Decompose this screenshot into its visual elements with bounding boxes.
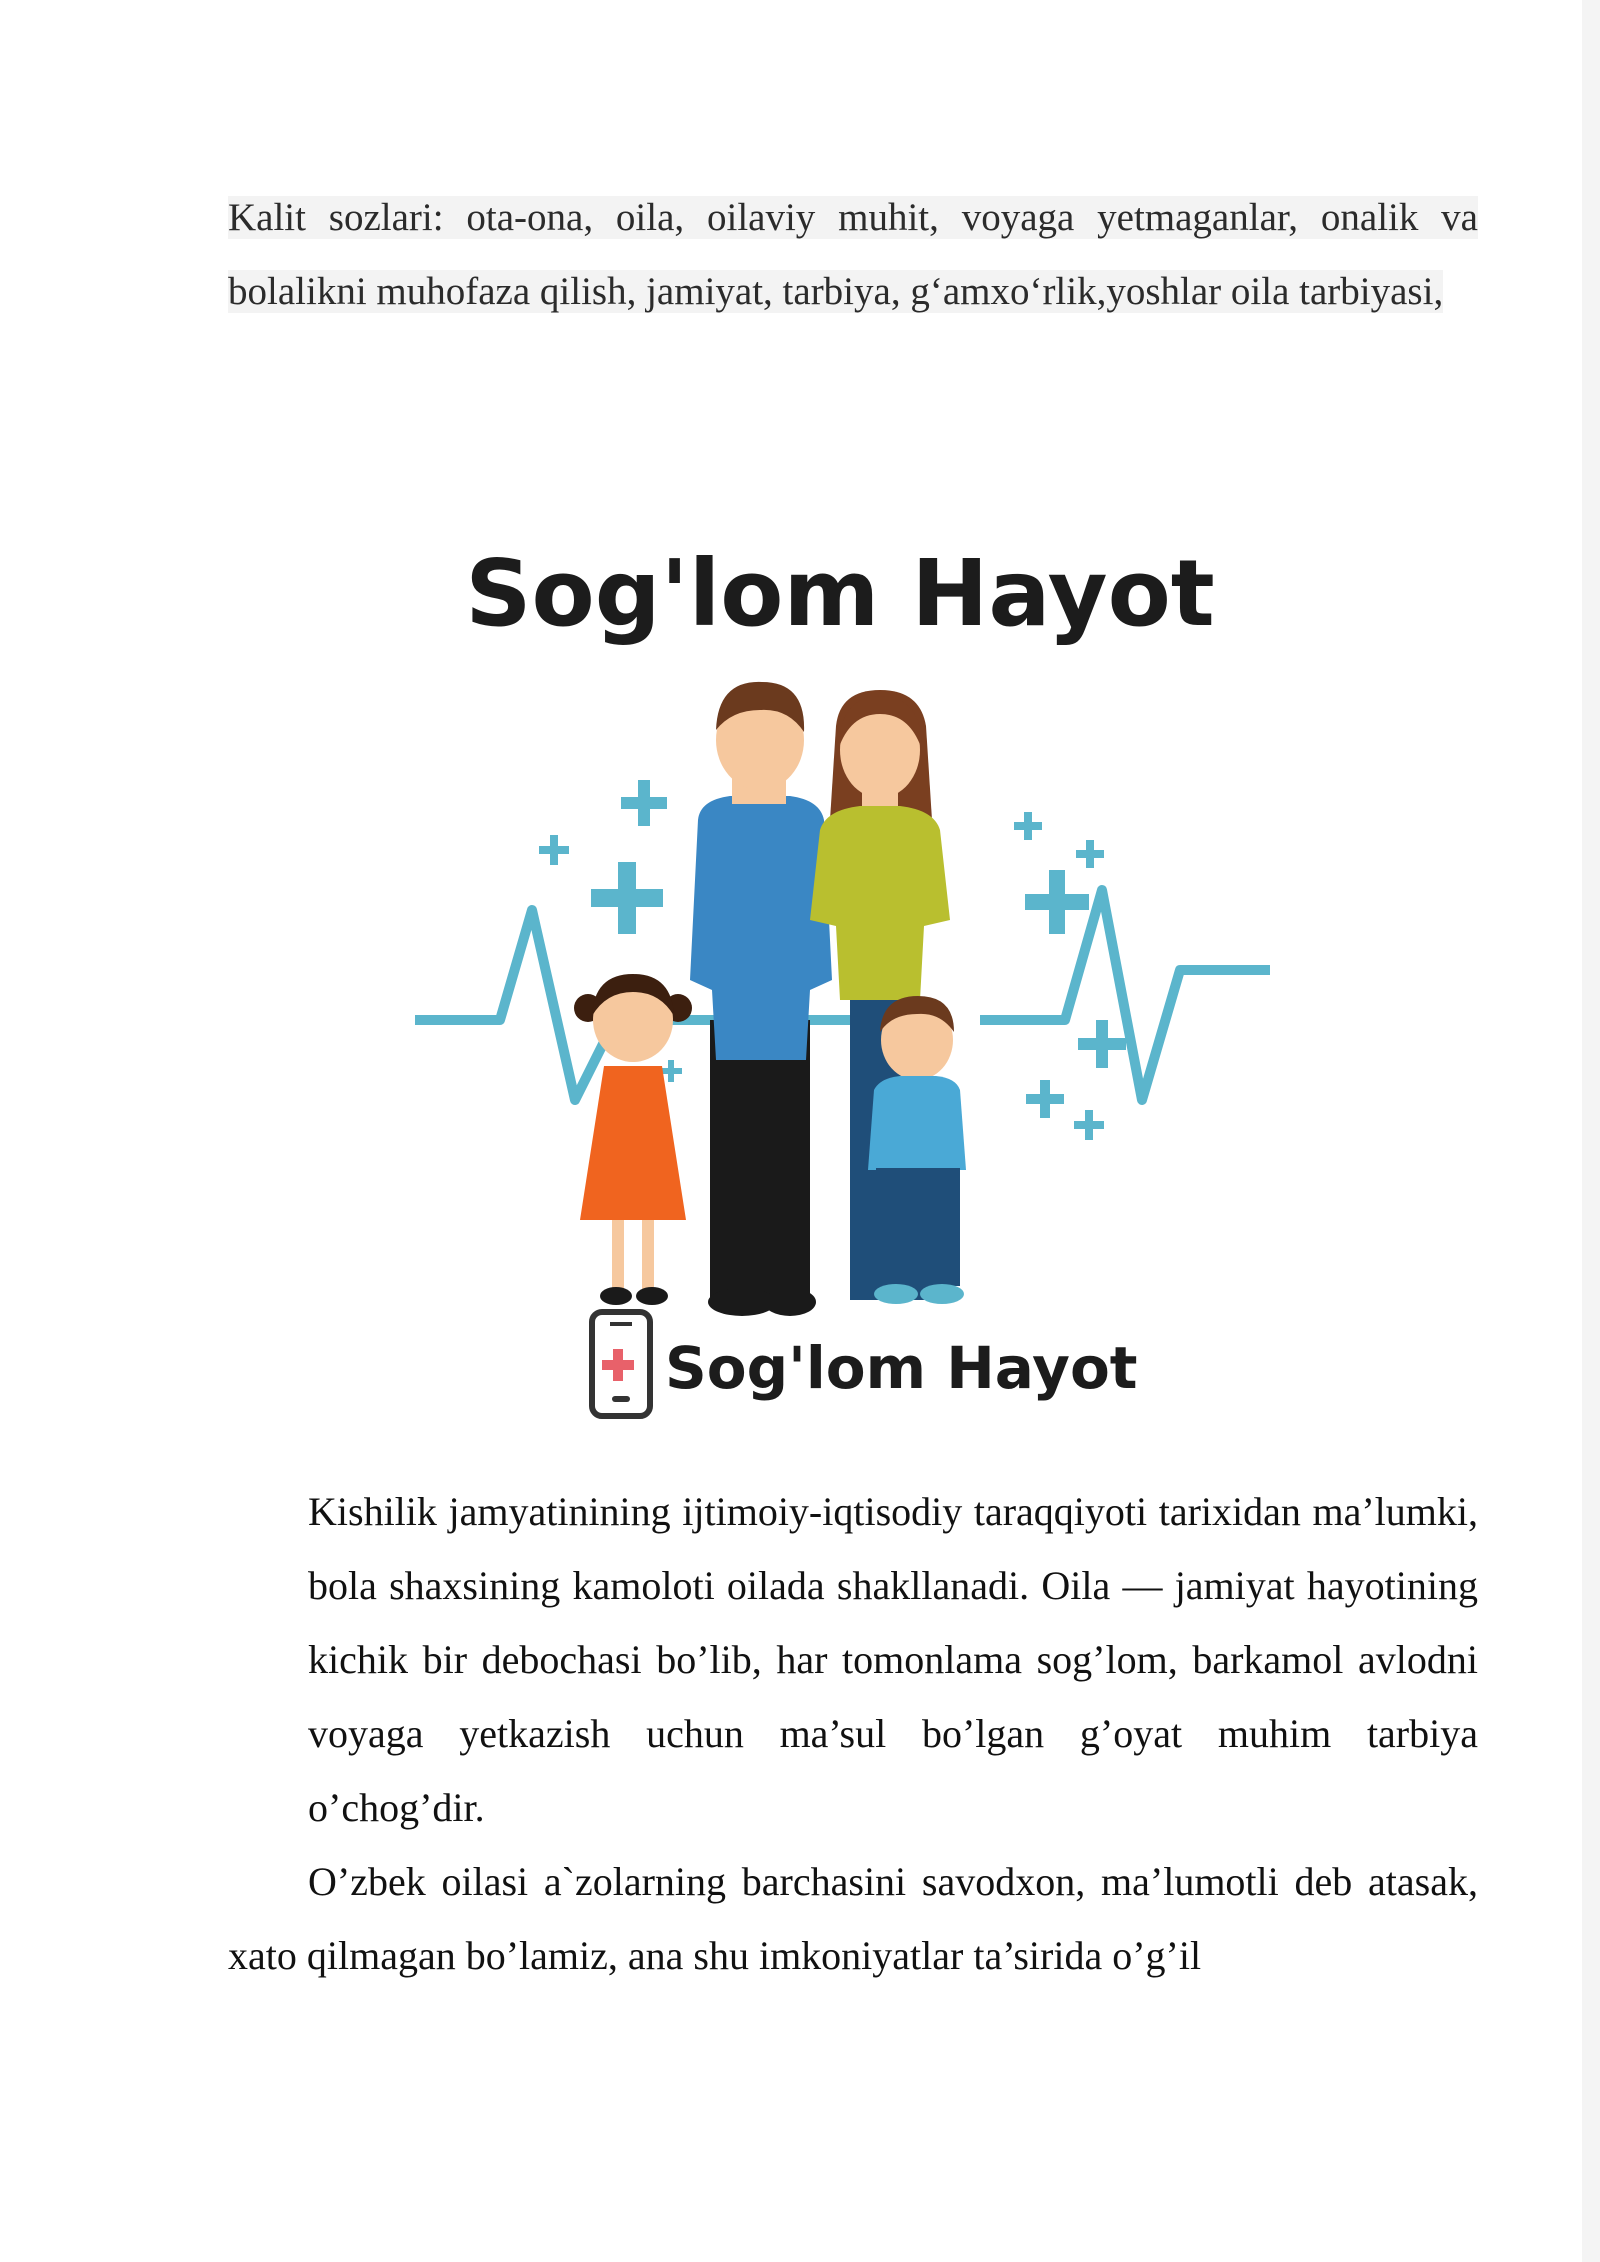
page-edge-shadow: [1582, 0, 1600, 2262]
figure-title: Sog'lom Hayot: [465, 540, 1215, 647]
heartbeat-line-right: [980, 890, 1270, 1100]
keywords-text: Kalit sozlari: ota-ona, oila, oilaviy muhit, voyaga yetmaganlar, onalik va bolalikni muhofaza qilish, jamiyat, tarbiya, g‘amxo‘rlik,yoshlar oila tarbiyasi,: [228, 196, 1478, 313]
keywords-paragraph: [228, 181, 1478, 329]
family-health-illustration-icon: [380, 500, 1300, 1460]
logo-text: Sog'lom Hayot: [665, 1334, 1138, 1402]
body-paragraph-1: Kishilik jamyatinining ijtimoiy-iqtisodiy taraqqiyoti tarixidan ma’lumki, bola shaxsining kamoloti oilada shakllanadi. Oila — jamiyat hayotining kichik bir debochasi bo’lib, har tomonlama sog’lom, barkamol avlodni voyaga yetkazish uchun ma’sul bo’lgan g’oyat muhim tarbiya o’chog’dir.: [308, 1489, 1478, 1830]
father-figure: [690, 682, 832, 1316]
family-health-figure: [380, 500, 1300, 1460]
smartphone-medical-icon: [592, 1312, 650, 1416]
body-text: [228, 1475, 1478, 1993]
boy-figure: [868, 996, 966, 1304]
body-paragraph-2: O’zbek oilasi a`zolarning barchasini savodxon, ma’lumotli deb atasak, xato qilmagan bo’lamiz, ana shu imkoniyatlar ta’sirida o’g’il: [228, 1859, 1478, 1978]
